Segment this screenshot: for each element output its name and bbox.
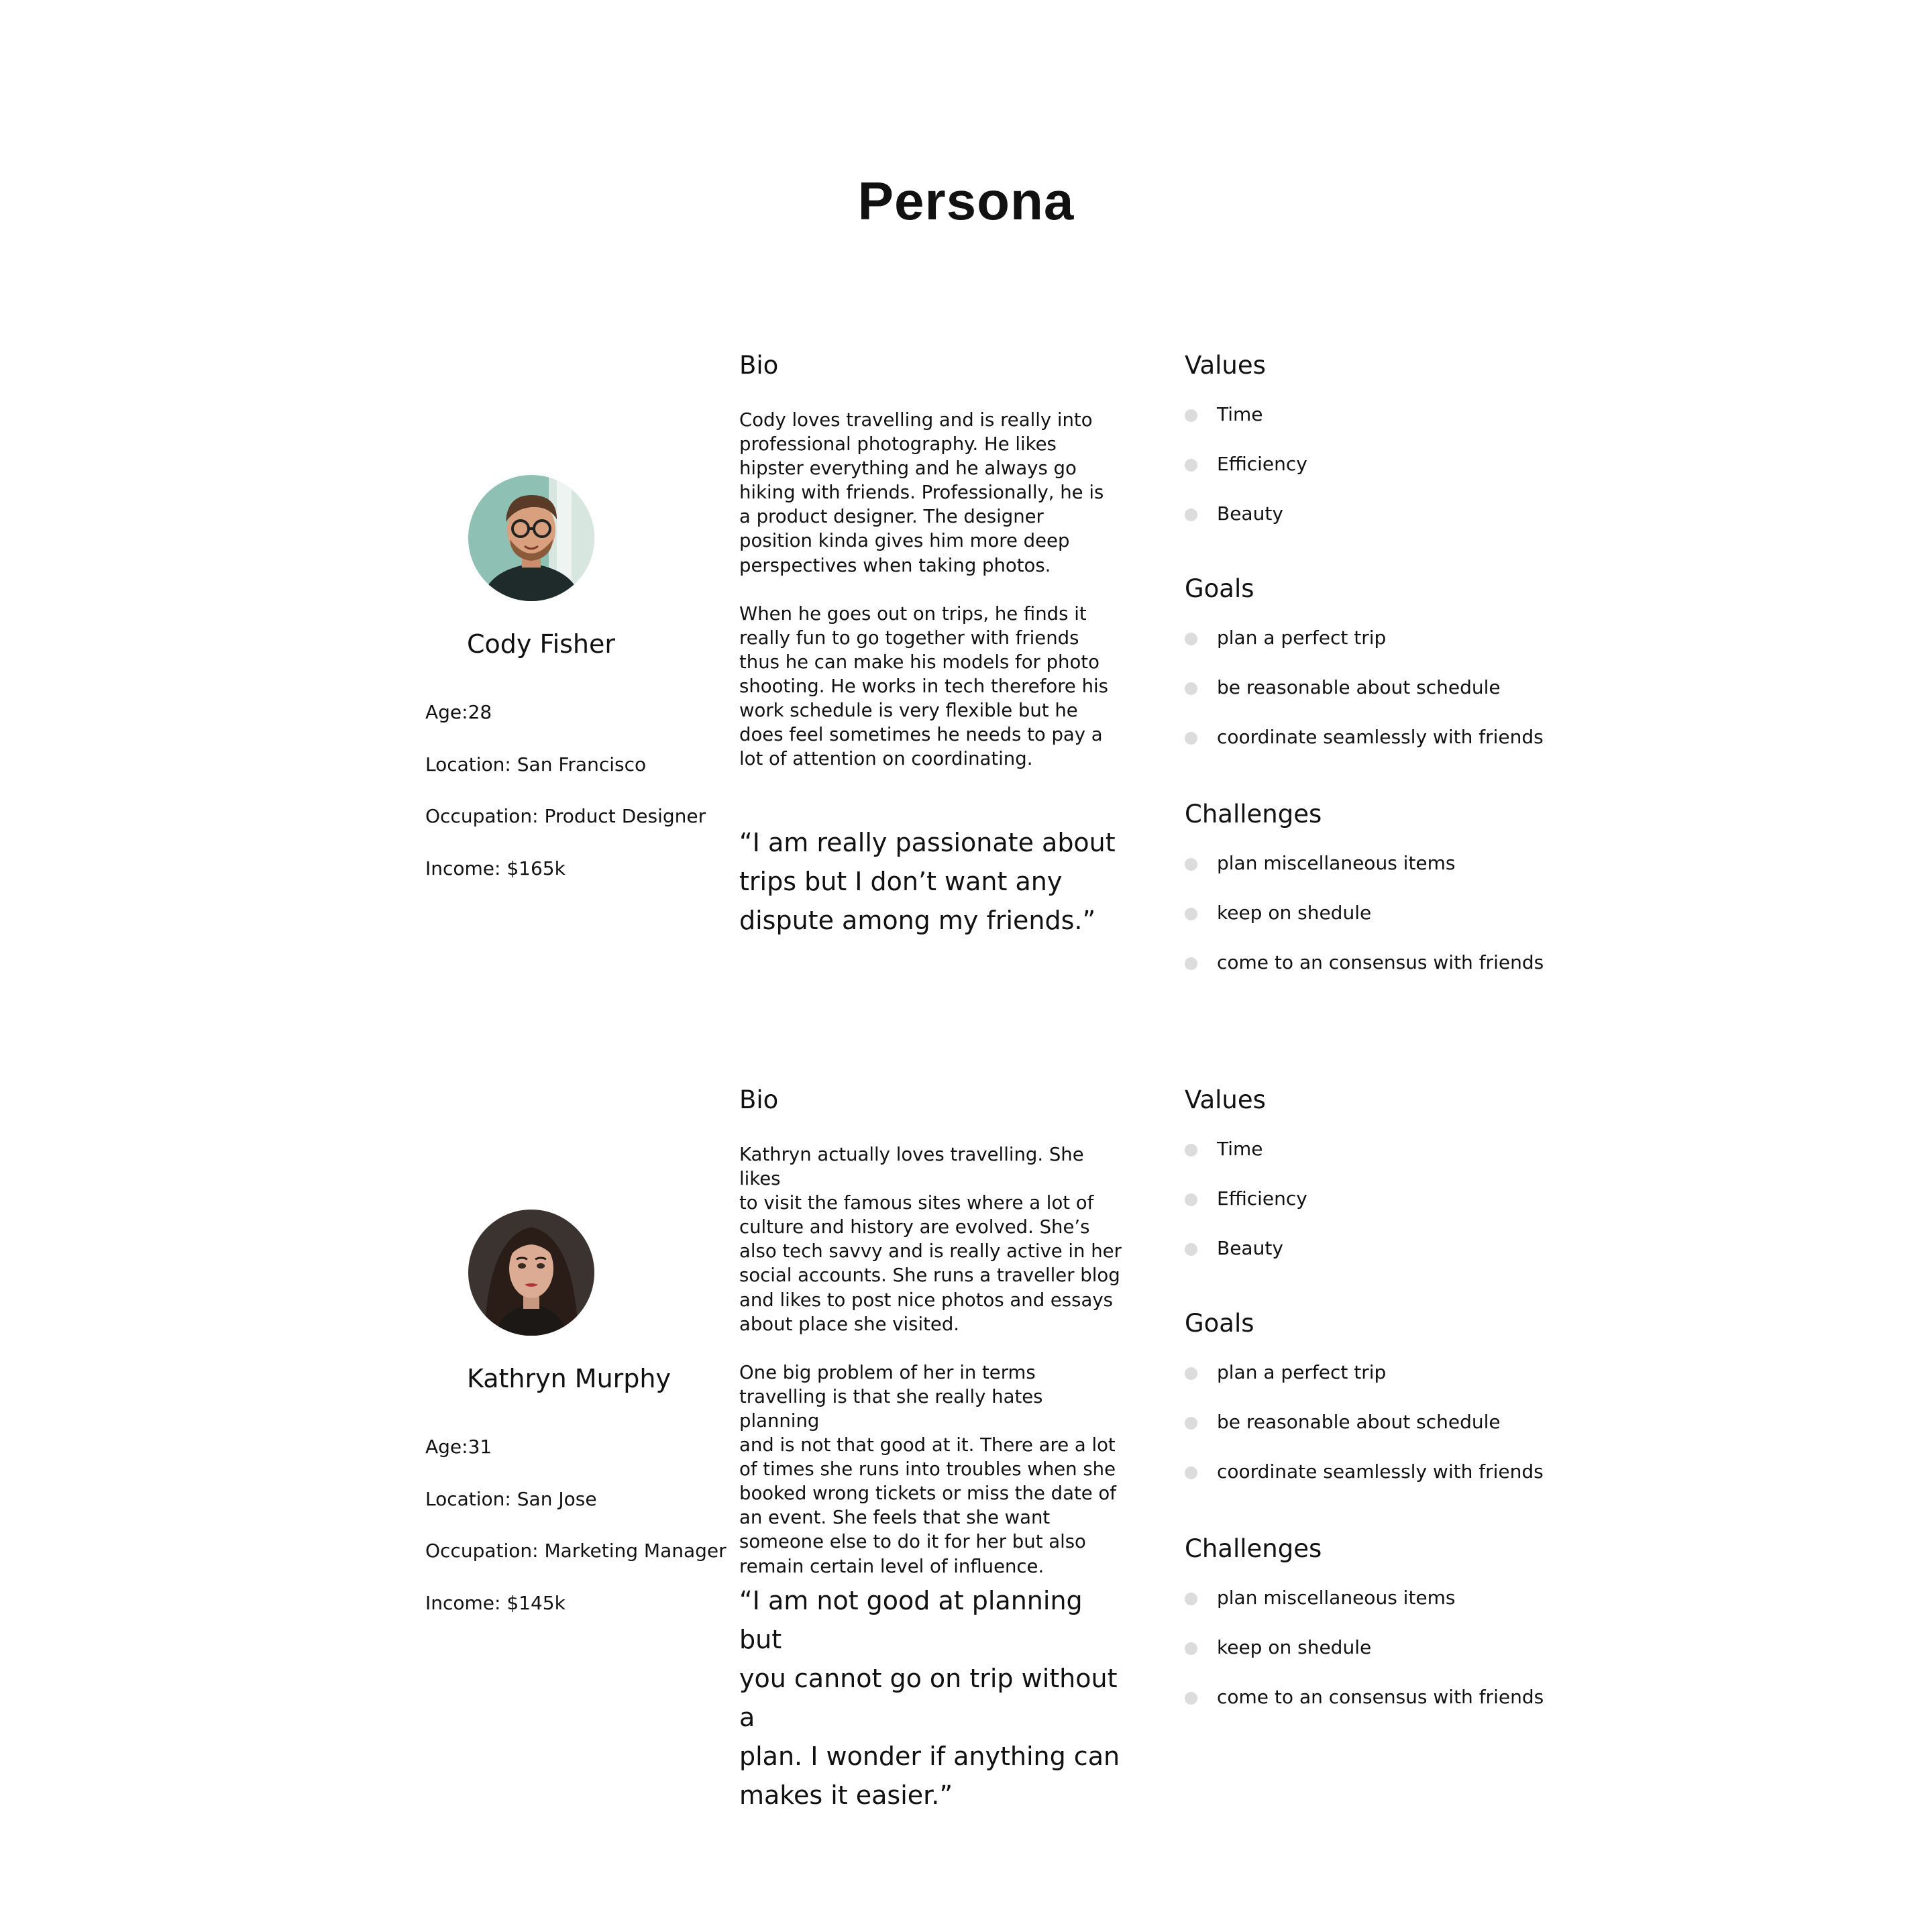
list-item-label: come to an consensus with friends	[1217, 951, 1544, 973]
list-item-label: plan a perfect trip	[1217, 627, 1387, 649]
attribute-occupation: Occupation: Marketing Manager	[425, 1540, 727, 1562]
bullet-icon	[1185, 1243, 1197, 1256]
list-item-label: keep on shedule	[1217, 1636, 1372, 1658]
bio-heading: Bio	[739, 351, 779, 380]
goals-list	[1185, 626, 1544, 775]
challenges-heading: Challenges	[1185, 800, 1322, 829]
list-item-label: be reasonable about schedule	[1217, 1411, 1501, 1433]
list-item	[1185, 725, 1544, 775]
bullet-icon	[1185, 1593, 1197, 1605]
list-item	[1185, 1360, 1544, 1410]
attribute-income: Income: $145k	[425, 1591, 566, 1614]
list-item	[1185, 1685, 1544, 1735]
bullet-icon	[1185, 459, 1197, 472]
list-item-label: Time	[1217, 403, 1263, 425]
avatar-photo-woman	[468, 1210, 594, 1336]
bullet-icon	[1185, 409, 1197, 422]
persona-attributes	[425, 1434, 727, 1642]
persona-card-cody-fisher	[0, 349, 1932, 1087]
bullet-icon	[1185, 957, 1197, 970]
persona-card-kathryn-murphy	[0, 1083, 1932, 1821]
persona-name: Cody Fisher	[467, 629, 616, 659]
list-item	[1185, 452, 1307, 502]
challenges-list	[1185, 851, 1544, 1000]
list-item-label: be reasonable about schedule	[1217, 676, 1501, 698]
persona-quote: “I am not good at planning but you cannot go on trip without a plan. I wonder if anything can makes it easier.”	[739, 1586, 1120, 1810]
bullet-icon	[1185, 682, 1197, 695]
avatar	[468, 475, 594, 601]
avatar	[468, 1210, 594, 1336]
list-item	[1185, 1187, 1307, 1236]
list-item	[1185, 1137, 1307, 1187]
bio-paragraph: One big problem of her in terms travelling is that she really hates planning and is not that good at it. There are a lot of times she runs into troubles when she booked wrong tickets or miss the date of an event. She feels that she want someone else to do it for her but also remain certain level of influence.	[739, 1361, 1116, 1577]
attribute-age: Age:31	[425, 1436, 492, 1458]
persona-attributes	[425, 700, 706, 908]
bullet-icon	[1185, 1367, 1197, 1380]
bullet-icon	[1185, 908, 1197, 920]
goals-section	[1185, 572, 1654, 748]
goals-section	[1185, 1307, 1654, 1483]
attribute-location: Location: San Francisco	[425, 753, 647, 776]
list-item	[1185, 1236, 1307, 1286]
values-section	[1185, 349, 1654, 525]
list-item	[1185, 851, 1544, 901]
list-item-label: Efficiency	[1217, 453, 1307, 475]
goals-heading: Goals	[1185, 1309, 1254, 1338]
page-title: Persona	[857, 171, 1075, 231]
attribute-income: Income: $165k	[425, 857, 566, 879]
list-item	[1185, 1636, 1544, 1685]
bio-paragraph: Kathryn actually loves travelling. She likes to visit the famous sites where a lot of culture and history are evolved. She’s also tech savvy and is really active in her social accounts. She runs a traveller blog and likes to post nice photos and essays about place she visited.	[739, 1144, 1122, 1335]
values-list	[1185, 403, 1307, 551]
list-item-label: plan miscellaneous items	[1217, 1587, 1456, 1609]
list-item-label: Efficiency	[1217, 1187, 1307, 1210]
bio-text	[739, 1142, 1128, 1603]
bullet-icon	[1185, 1692, 1197, 1705]
bullet-icon	[1185, 858, 1197, 871]
attribute-occupation: Occupation: Product Designer	[425, 805, 706, 827]
attribute-age: Age:28	[425, 701, 492, 723]
list-item-label: Time	[1217, 1138, 1263, 1160]
bio-heading: Bio	[739, 1085, 779, 1114]
challenges-heading: Challenges	[1185, 1534, 1322, 1563]
list-item	[1185, 1586, 1544, 1636]
list-item	[1185, 676, 1544, 725]
list-item	[1185, 901, 1544, 951]
bullet-icon	[1185, 732, 1197, 745]
list-item-label: come to an consensus with friends	[1217, 1686, 1544, 1708]
bullet-icon	[1185, 633, 1197, 645]
challenges-section	[1185, 798, 1654, 973]
list-item	[1185, 1410, 1544, 1460]
challenges-list	[1185, 1586, 1544, 1735]
list-item-label: keep on shedule	[1217, 902, 1372, 924]
list-item	[1185, 502, 1307, 551]
bullet-icon	[1185, 1466, 1197, 1479]
bio-text	[739, 408, 1128, 795]
goals-heading: Goals	[1185, 574, 1254, 603]
values-section	[1185, 1083, 1654, 1259]
list-item	[1185, 1460, 1544, 1509]
persona-quote: “I am really passionate about trips but I don’t want any dispute among my friends.”	[739, 828, 1116, 935]
bullet-icon	[1185, 1642, 1197, 1655]
challenges-section	[1185, 1532, 1654, 1708]
bio-paragraph: When he goes out on trips, he finds it really fun to go together with friends thus he can make his models for photo shooting. He works in tech therefore his work schedule is very flexible but he does feel sometimes he needs to pay a lot of attention on coordinating.	[739, 602, 1108, 770]
bullet-icon	[1185, 1193, 1197, 1206]
list-item-label: Beauty	[1217, 502, 1283, 525]
values-list	[1185, 1137, 1307, 1286]
list-item-label: plan miscellaneous items	[1217, 852, 1456, 874]
list-item-label: coordinate seamlessly with friends	[1217, 1460, 1544, 1483]
bullet-icon	[1185, 1144, 1197, 1157]
values-heading: Values	[1185, 1085, 1266, 1114]
bullet-icon	[1185, 509, 1197, 521]
list-item-label: Beauty	[1217, 1237, 1283, 1259]
values-heading: Values	[1185, 351, 1266, 380]
list-item-label: coordinate seamlessly with friends	[1217, 726, 1544, 748]
goals-list	[1185, 1360, 1544, 1509]
list-item	[1185, 403, 1307, 452]
bio-paragraph: Cody loves travelling and is really into professional photography. He likes hipster everything and he always go hiking with friends. Professionally, he is a product designer. The designer position kinda gives him more deep perspectives when taking photos.	[739, 409, 1104, 576]
bullet-icon	[1185, 1417, 1197, 1430]
list-item-label: plan a perfect trip	[1217, 1361, 1387, 1383]
list-item	[1185, 951, 1544, 1000]
persona-name: Kathryn Murphy	[467, 1364, 671, 1393]
avatar-photo-man	[468, 475, 594, 601]
attribute-location: Location: San Jose	[425, 1487, 597, 1510]
list-item	[1185, 626, 1544, 676]
